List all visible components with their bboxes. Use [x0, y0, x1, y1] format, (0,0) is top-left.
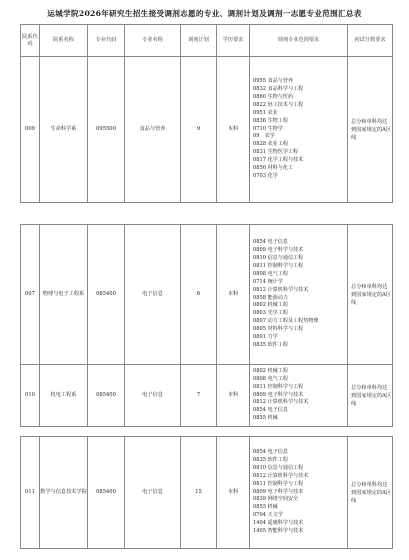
- major-item: 0835 软件工程: [253, 341, 288, 348]
- major-item: 0710 生物学: [253, 125, 283, 132]
- major-item: 0860 生物与医药: [253, 93, 294, 100]
- table-block-3: [20, 436, 393, 549]
- major-item: 1404 遥感科学与技术: [253, 520, 304, 527]
- header-college: 院系名称: [40, 25, 88, 57]
- table-row: [21, 365, 393, 427]
- major-item: 0835 软件工程: [253, 456, 288, 463]
- document-title: 运城学院2026年研究生招生接受调剂志愿的专业、调剂计划及调剂一志愿专业范围汇总表: [47, 9, 362, 18]
- cell-degree: 本科: [217, 225, 250, 365]
- header-code: 院系代码: [21, 25, 40, 57]
- cell-code: 011: [21, 437, 40, 549]
- table-row: [21, 225, 393, 365]
- major-item: 0836 生物工程: [253, 117, 288, 124]
- major-item: 0703 化学: [253, 172, 278, 179]
- major-item: 0809 电子科学与技术: [253, 488, 304, 495]
- header-plan: 调剂计划: [181, 25, 217, 57]
- major-item: 0802 机械工程: [253, 302, 288, 309]
- cell-plan: 15: [181, 437, 217, 549]
- major-item: 0854 电子信息: [253, 407, 288, 414]
- major-item: 0951 农业: [253, 109, 278, 116]
- major-item: 0812 计算机科学与技术: [253, 399, 309, 406]
- major-item: 0803 光学工程: [253, 310, 288, 317]
- major-item: 0854 电子信息: [253, 449, 288, 456]
- cell-major-name: 电子信息: [125, 437, 181, 549]
- cell-remark: 总分和单科均达到国家规定的A区线: [348, 365, 393, 427]
- table-row: [21, 437, 393, 549]
- major-item: 0955 食品与营养: [253, 78, 294, 85]
- cell-major-range: [250, 225, 348, 365]
- major-item: 0812 计算机科学与技术: [253, 472, 309, 479]
- cell-degree: 本科: [217, 57, 250, 203]
- major-item: 1405 智能科学与技术: [253, 528, 304, 535]
- cell-major-name: 食品与营养: [125, 57, 181, 203]
- cell-plan: 9: [181, 57, 217, 203]
- cell-code: 009: [21, 57, 40, 203]
- cell-major-range: [250, 437, 348, 549]
- major-item: 0811 控制科学与工程: [253, 383, 304, 390]
- major-item: 0714 统计学: [253, 278, 283, 285]
- table-header-row: [21, 25, 393, 57]
- header-degree: 学历要求: [217, 25, 250, 57]
- major-item: 09 农学: [253, 133, 275, 140]
- major-item: 0817 化学工程与技术: [253, 157, 304, 164]
- major-item: 0808 电气工程: [253, 375, 288, 382]
- cell-college: 物理与电子工程系: [40, 225, 88, 365]
- major-item: 0854 电子信息: [253, 239, 288, 246]
- major-item: 0810 信息与通信工程: [253, 464, 304, 471]
- cell-plan: 6: [181, 225, 217, 365]
- header-remark: 初试分数要求: [348, 25, 393, 57]
- major-item: 0811 控制科学与工程: [253, 480, 304, 487]
- major-item: 0809 电子科学与技术: [253, 391, 304, 398]
- cell-major-name: 电子信息: [125, 365, 181, 427]
- major-item: 0828 农业工程: [253, 141, 288, 148]
- major-item: 0811 控制科学与工程: [253, 262, 304, 269]
- cell-major-code: 085400: [88, 365, 125, 427]
- cell-remark: 总分和单科均达到国家规定的A区线: [348, 225, 393, 365]
- major-item: 0856 材料与化工: [253, 165, 294, 172]
- header-range: 调剂专业范围要求: [250, 25, 348, 57]
- major-item: 0832 食品科学与工程: [253, 86, 304, 93]
- cell-degree: 本科: [217, 365, 250, 427]
- major-item: 0855 机械: [253, 504, 278, 511]
- major-item: 0810 信息与通信工程: [253, 254, 304, 261]
- cell-code: 010: [21, 365, 40, 427]
- table-block-2: [20, 224, 393, 427]
- cell-major-code: 085400: [88, 437, 125, 549]
- major-item: 0704 天文学: [253, 512, 283, 519]
- table-block-1: [20, 24, 393, 203]
- major-item: 0809 电子科学与技术: [253, 247, 304, 254]
- header-major-name: 专业名称: [125, 25, 181, 57]
- major-item: 0822 轻工技术与工程: [253, 101, 304, 108]
- major-item: 0858 能源动力: [253, 294, 288, 301]
- header-major-code: 专业代码: [88, 25, 125, 57]
- major-item: 0812 计算机科学与技术: [253, 286, 309, 293]
- cell-degree: 本科: [217, 437, 250, 549]
- cell-college: 数学与信息技术学院: [40, 437, 88, 549]
- major-item: 0802 机械工程: [253, 367, 288, 374]
- major-item: 0807 动力工程及工程热物理: [253, 318, 319, 325]
- cell-major-range: [250, 365, 348, 427]
- cell-college: 生命科学系: [40, 57, 88, 203]
- major-item: 0831 生物医学工程: [253, 149, 299, 156]
- major-item: 0808 电气工程: [253, 270, 288, 277]
- major-item: 0801 力学: [253, 334, 278, 341]
- cell-major-code: 085400: [88, 225, 125, 365]
- table-row: [21, 57, 393, 203]
- cell-major-name: 电子信息: [125, 225, 181, 365]
- major-item: 0855 机械: [253, 415, 278, 422]
- cell-remark: 总分和单科均达到国家规定的A区线: [348, 57, 393, 203]
- cell-major-range: [250, 57, 348, 203]
- cell-college: 机电工程系: [40, 365, 88, 427]
- cell-code: 007: [21, 225, 40, 365]
- cell-plan: 7: [181, 365, 217, 427]
- major-item: 0805 材料科学与工程: [253, 326, 304, 333]
- cell-remark: 总分和单科均达到国家规定的A区线: [348, 437, 393, 549]
- major-item: 0839 网络空间安全: [253, 496, 299, 503]
- cell-major-code: 095500: [88, 57, 125, 203]
